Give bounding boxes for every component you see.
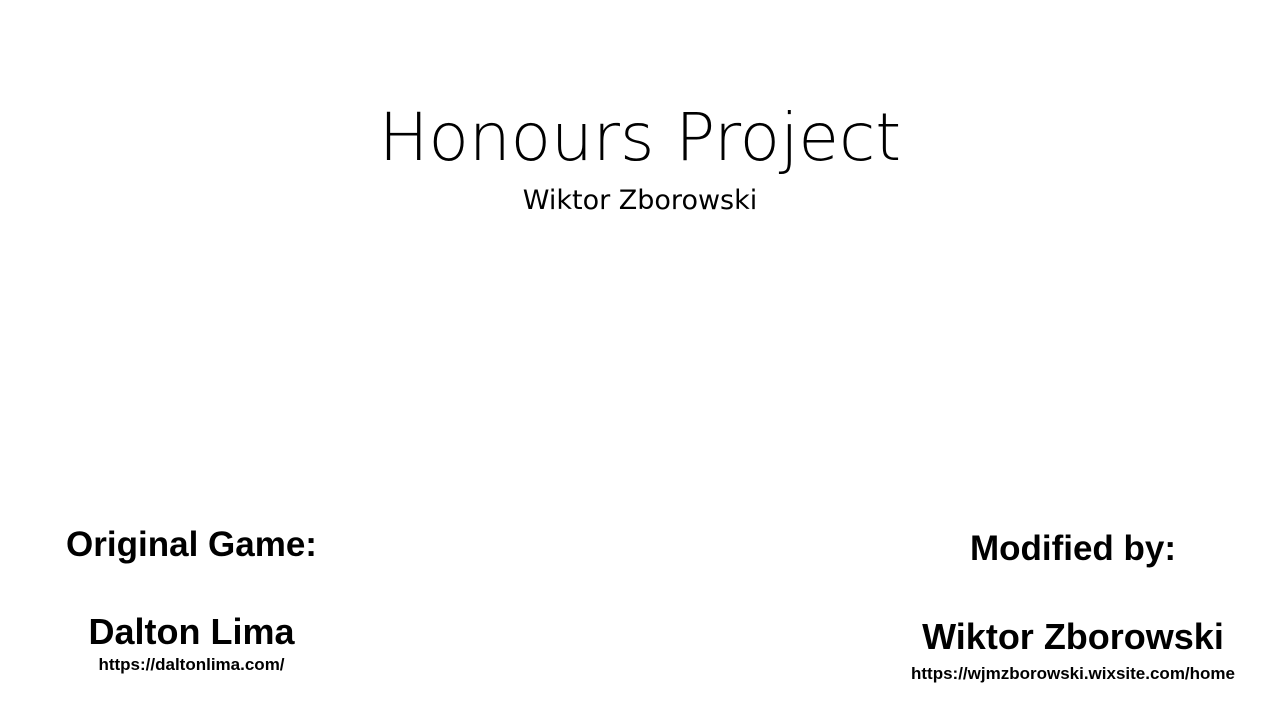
original-game-heading: Original Game:: [66, 525, 317, 564]
modifier-url[interactable]: https://wjmzborowski.wixsite.com/home: [911, 664, 1235, 683]
modifier-name: Wiktor Zborowski: [922, 616, 1224, 657]
modified-by-heading: Modified by:: [969, 529, 1177, 568]
original-author-name: Dalton Lima: [88, 611, 295, 652]
original-author-url[interactable]: https://daltonlima.com/: [98, 655, 285, 674]
slide-subtitle: Wiktor Zborowski: [522, 185, 758, 216]
slide-title: Honours Project: [378, 99, 902, 176]
